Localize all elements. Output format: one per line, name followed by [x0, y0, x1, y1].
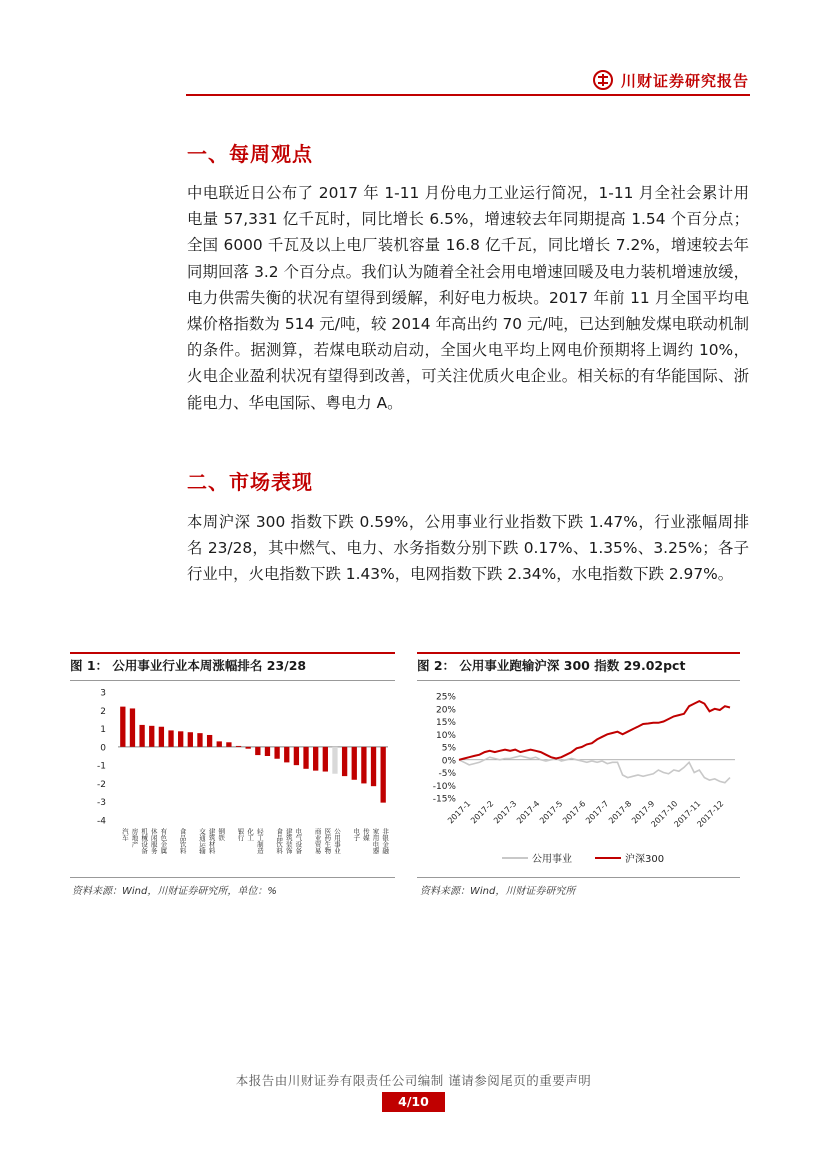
y-tick-label: 1 — [100, 725, 106, 736]
x-tick-label: 房地产 — [130, 828, 139, 848]
bar — [332, 747, 337, 774]
bar — [168, 730, 173, 746]
x-tick-label: 2017-1 — [446, 799, 473, 826]
x-tick-label: 公用事业 — [332, 828, 341, 854]
x-tick-label: 医药生物 — [323, 828, 332, 854]
bar — [371, 747, 376, 786]
x-tick-label: 2017-8 — [607, 799, 634, 826]
x-tick-label: 电子 — [352, 828, 361, 841]
y-tick-label: 15% — [435, 718, 456, 728]
bar — [381, 747, 386, 803]
series-line — [459, 701, 730, 760]
x-tick-label: 轻工制造 — [255, 828, 264, 854]
x-tick-label: 2017-10 — [649, 799, 680, 830]
x-tick-label: 有色金属 — [159, 828, 168, 854]
bar — [236, 746, 241, 747]
y-tick-label: 20% — [435, 705, 456, 716]
bar — [323, 747, 328, 772]
y-tick-label: -15% — [432, 794, 456, 805]
figure1-title: 公用事业行业本周涨幅排名 23/28 — [112, 658, 307, 673]
y-tick-label: 0 — [100, 743, 106, 754]
bar — [303, 747, 308, 769]
figure2-header — [417, 652, 740, 681]
y-tick-label: 25% — [435, 692, 456, 703]
x-tick-label: 2017-9 — [630, 799, 657, 826]
bar — [342, 747, 347, 776]
brand-name: 川财证券研究报告 — [620, 71, 749, 90]
figure1-label: 图 1： — [70, 658, 109, 673]
bar — [178, 731, 183, 747]
bar — [284, 747, 289, 763]
bar — [197, 733, 202, 747]
legend-label: 沪深300 — [625, 854, 665, 865]
bar — [352, 747, 357, 780]
bar — [120, 707, 125, 747]
figure2-bottom-rule — [417, 877, 740, 878]
x-tick-label: 休闲服务 — [149, 828, 158, 854]
bar — [265, 747, 270, 756]
y-tick-label: -1 — [97, 761, 106, 772]
y-tick-label: -4 — [97, 816, 106, 827]
x-tick-label: 2017-7 — [584, 799, 611, 826]
x-tick-label: 交通运输 — [197, 828, 206, 854]
bar — [188, 732, 193, 747]
x-tick-label: 2017-6 — [561, 799, 588, 826]
figure2-line-chart — [417, 682, 740, 877]
x-tick-label: 钢铁 — [217, 828, 226, 841]
x-tick-label: 建筑装饰 — [284, 828, 293, 854]
x-tick-label: 化工 — [246, 828, 255, 841]
figure2-label: 图 2： — [417, 658, 456, 673]
figure1-bar-chart — [70, 682, 395, 877]
section2-paragraph: 本周沪深 300 指数下跌 0.59%，公用事业行业指数下跌 1.47%，行业涨幅周排名 23/28，其中燃气、电力、水务指数分别下跌 0.17%、1.35%、3.25%；各子行业中，火电指数下跌 1.43%，电网指数下跌 2.34%，水电指数下跌 2.97%。 — [187, 513, 749, 584]
x-tick-label: 2017-2 — [469, 799, 496, 826]
y-tick-label: -3 — [97, 798, 106, 809]
page-number: 4/10 — [382, 1092, 445, 1112]
figure2-title: 公用事业跑输沪深 300 指数 29.02pct — [459, 658, 686, 673]
x-tick-label: 2017-5 — [538, 799, 565, 826]
figure1-header — [70, 652, 395, 681]
x-tick-label: 家用电器 — [371, 828, 380, 854]
footer-disclaimer: 本报告由川财证券有限责任公司编制 谨请参阅尾页的重要声明 — [235, 1073, 592, 1088]
x-tick-label: 2017-3 — [492, 799, 519, 826]
bar — [207, 735, 212, 747]
x-tick-label: 银行 — [236, 828, 245, 841]
x-tick-label: 食品饮料 — [275, 828, 284, 854]
header-divider — [186, 94, 750, 96]
company-logo-icon — [593, 70, 613, 90]
figure2-source: 资料来源：Wind，川财证券研究所 — [420, 886, 576, 897]
bar — [217, 741, 222, 746]
bar — [159, 727, 164, 747]
figure1-bottom-rule — [70, 877, 395, 878]
x-tick-label: 建筑材料 — [207, 828, 216, 854]
x-tick-label: 传媒 — [361, 828, 370, 841]
x-tick-label: 非银金融 — [381, 828, 390, 854]
x-tick-label: 电气设备 — [294, 828, 303, 854]
x-tick-label: 机械设备 — [140, 828, 149, 854]
section1-paragraph: 中电联近日公布了 2017 年 1-11 月份电力工业运行简况，1-11 月全社会累计用电量 57,331 亿千瓦时，同比增长 6.5%，增速较去年同期提高 1.54 个百分点；全国 6000 千瓦及以上电厂装机容量 16.8 亿千瓦，同比增长 7.2%，增速较去年同期回落 3.2 个百分点。我们认为随着全社会用电增速回暖及电力装机增速放缓，电力供需失衡的状况有望得到缓解，利好电力板块。2017 年前 11 月全国平均电煤价格指数为 514 元/吨，较 2014 年高出约 70 元/吨，已达到触发煤电联动机制的条件。据测算，若煤电联动启动，全国火电平均上网电价预期将上调约 10%，火电企业盈利状况有望得到改善，可关注优质火电企业。相关标的有华能国际、浙能电力、华电国际、粤电力 A。 — [187, 184, 749, 412]
bar — [226, 742, 231, 747]
figure1-source: 资料来源：Wind，川财证券研究所，单位：% — [72, 886, 277, 897]
x-tick-label: 2017-11 — [672, 799, 703, 830]
bar — [246, 747, 251, 749]
bar — [255, 747, 260, 755]
bar — [313, 747, 318, 771]
section1-title: 一、每周观点 — [187, 142, 313, 166]
x-tick-label: 食品饮料 — [178, 828, 187, 854]
section2-title: 二、市场表现 — [187, 470, 313, 494]
y-tick-label: -10% — [432, 781, 456, 792]
y-tick-label: 10% — [435, 730, 456, 741]
legend-label: 公用事业 — [532, 854, 572, 865]
y-tick-label: 0% — [441, 756, 456, 767]
x-tick-label: 商业贸易 — [313, 828, 322, 854]
y-tick-label: -2 — [97, 779, 106, 790]
bar — [361, 747, 366, 784]
y-tick-label: 2 — [100, 706, 106, 717]
bar — [149, 726, 154, 747]
bar — [274, 747, 279, 759]
y-tick-label: -5% — [438, 769, 456, 779]
x-tick-label: 汽车 — [120, 828, 129, 841]
bar — [139, 725, 144, 747]
brand-header — [593, 68, 749, 92]
y-tick-label: 5% — [441, 743, 456, 754]
x-tick-label: 2017-4 — [515, 799, 542, 826]
x-tick-label: 2017-12 — [695, 799, 726, 830]
bar — [294, 747, 299, 765]
bar — [130, 708, 135, 746]
y-tick-label: 3 — [100, 688, 106, 699]
